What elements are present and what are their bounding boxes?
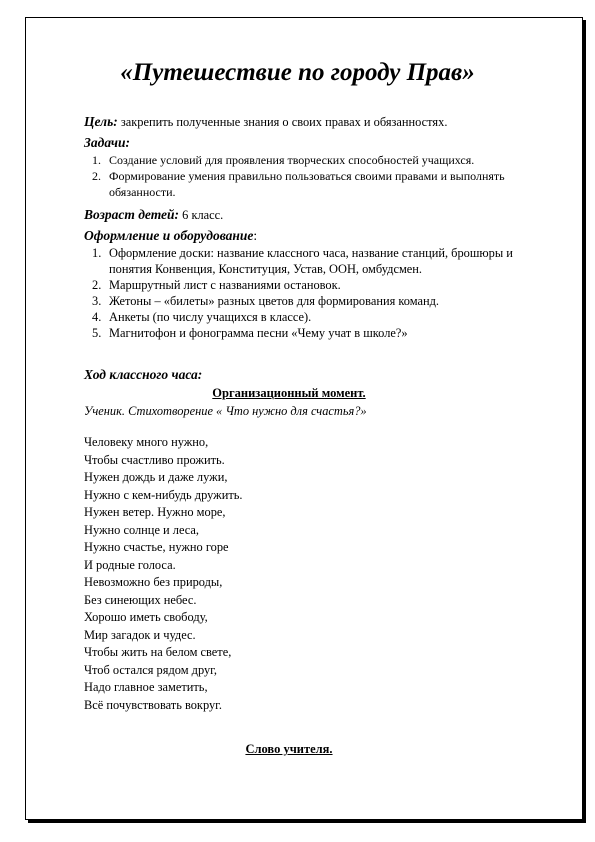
list-item: 4. Анкеты (по числу учащихся в классе). [92, 310, 312, 324]
poem-line: Нужно с кем-нибудь дружить. [84, 487, 243, 502]
poem-line: Хорошо иметь свободу, [84, 610, 208, 624]
poem-line: Невозможно без природы, [84, 575, 223, 589]
course-section [84, 366, 554, 384]
goal-text: закрепить полученные знания о своих правах и обязанностях. [117, 115, 448, 129]
list-item: 1. Оформление доски: название классного часа, название станций, брошюры и понятия Конвенция, Конституция, Устав, ООН, омбудсмен. [92, 246, 513, 276]
poem-line: Нужно солнце и леса, [84, 522, 200, 537]
poem-line: Человеку много нужно, [84, 435, 209, 449]
list-item: 5. Магнитофон и фонограмма песни «Чему учат в школе?» [92, 326, 408, 340]
course-label: Ход классного часа: [84, 367, 203, 382]
poem-line: Чтоб остался рядом друг, [84, 662, 217, 677]
list-item: 2. Формирование умения правильно пользоваться своими правами и выполнять обязанности. [92, 169, 505, 199]
tasks-label: Задачи: [84, 135, 130, 150]
list-item: 2. Маршрутный лист с названиями остановок. [92, 278, 341, 292]
poem-line: Чтобы жить на белом свете, [84, 645, 232, 659]
poem-line: Мир загадок и чудес. [84, 627, 196, 642]
poem-line: И родные голоса. [84, 557, 176, 572]
poem-line: Без синеющих небес. [84, 592, 197, 607]
equipment-label: Оформление и оборудование [84, 228, 254, 243]
poem [84, 434, 243, 714]
student-line: Ученик. Стихотворение « Что нужно для счастья?» [84, 404, 367, 418]
org-moment-heading: Организационный момент. [212, 386, 366, 400]
goal-label: Цель: [84, 114, 118, 129]
poem-line: Чтобы счастливо прожить. [84, 452, 225, 467]
poem-line: Нужно счастье, нужно горе [84, 540, 229, 554]
age-text: 6 класс. [179, 208, 224, 222]
poem-line: Нужен дождь и даже лужи, [84, 470, 228, 484]
age-section [84, 207, 554, 223]
poem-line: Всё почувствовать вокруг. [84, 697, 222, 712]
tasks-section [84, 134, 554, 200]
teacher-word-heading: Слово учителя. [245, 742, 333, 756]
age-label: Возраст детей: [84, 207, 180, 222]
goal-section [84, 114, 554, 130]
tasks-list [84, 152, 554, 200]
equipment-section: Оформление и оборудование: 1. Оформление доски: название классного часа, название станций, брошюры и понятия Конвенция, Конституция, Устав, ООН, омбудсмен. 2. Маршрутный лист с названиями остановок. 3. Жетоны – «билеты» разных цветов для формирования команд. 4. Анкеты (по числу учащихся в классе). 5. Магнитофон и фонограмма песни «Чему учат в школе?» [84, 227, 554, 341]
document-title: «Путешествие по городу Прав» [120, 59, 475, 86]
poem-line: Нужен ветер. Нужно море, [84, 505, 226, 519]
poem-line: Надо главное заметить, [84, 680, 208, 694]
equipment-list [84, 245, 554, 341]
list-item: 3. Жетоны – «билеты» разных цветов для формирования команд. [92, 294, 440, 308]
list-item: 1. Создание условий для проявления творческих способностей учащихся. [92, 153, 475, 167]
